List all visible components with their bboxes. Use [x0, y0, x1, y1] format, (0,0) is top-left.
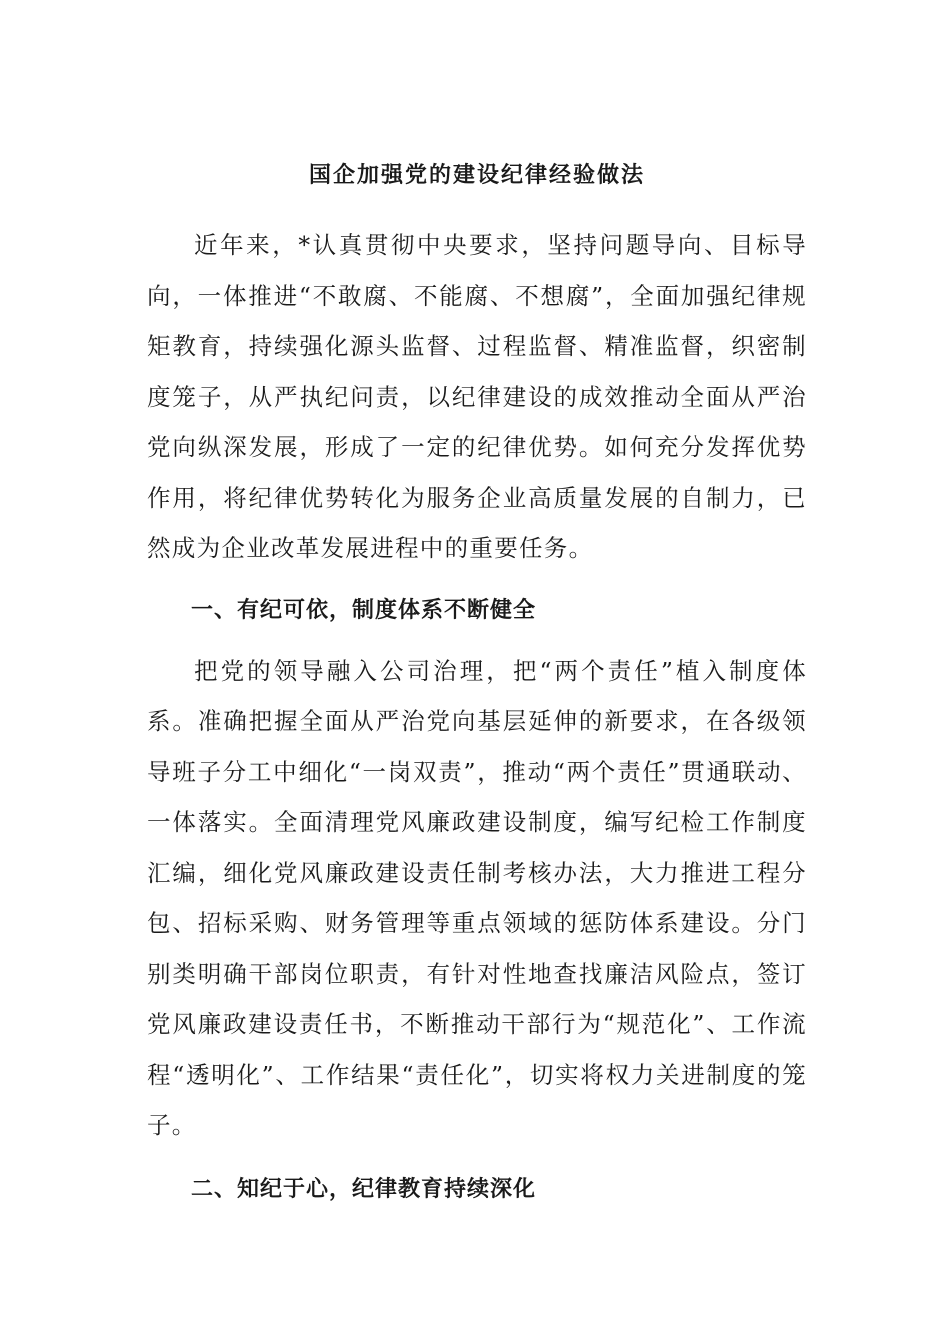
document-page: [147, 150, 807, 1225]
section-heading-2: 二、知纪于心，纪律教育持续深化: [191, 1176, 537, 1202]
document-title: 国企加强党的建设纪律经验做法: [308, 163, 645, 188]
section-body-1: 把党的领导融入公司治理，把“两个责任”植入制度体系。准确把握全面从严治党向基层延伸的新要求，在各级领导班子分工中细化“一岗双责”，推动“两个责任”贯通联动、一体落实。全面清理党风廉政建设制度，编写纪检工作制度汇编，细化党风廉政建设责任制考核办法，大力推进工程分包、招标采购、财务管理等重点领域的惩防体系建设。分门别类明确干部岗位职责，有针对性地查找廉洁风险点，签订党风廉政建设责任书，不断推动干部行为“规范化”、工作流程“透明化”、工作结果“责任化”，切实将权力关进制度的笼子。: [147, 656, 807, 1139]
section-heading-1: 一、有纪可依，制度体系不断健全: [191, 597, 537, 623]
intro-paragraph: 近年来，*认真贯彻中央要求，坚持问题导向、目标导向，一体推进“不敢腐、不能腐、不想腐”，全面加强纪律规矩教育，持续强化源头监督、过程监督、精准监督，织密制度笼子，从严执纪问责，以纪律建设的成效推动全面从严治党向纵深发展，形成了一定的纪律优势。如何充分发挥优势作用，将纪律优势转化为服务企业高质量发展的自制力，已然成为企业改革发展进程中的重要任务。: [147, 231, 807, 562]
